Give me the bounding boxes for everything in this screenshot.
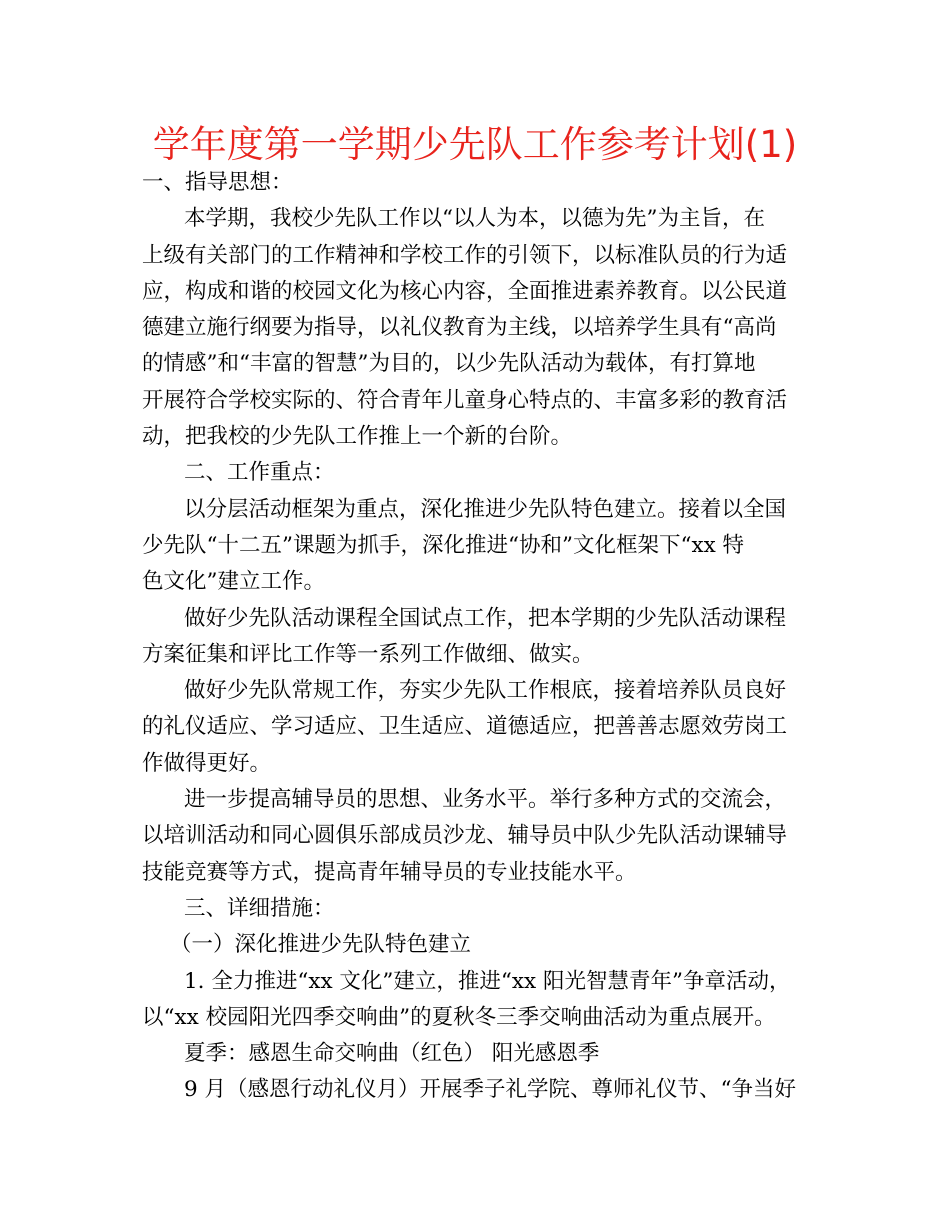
document-title: 学年度第一学期少先队工作参考计划(1) xyxy=(152,123,798,166)
body-line: 三、详细措施： xyxy=(184,895,335,921)
body-line: 二、工作重点： xyxy=(184,460,335,486)
body-line: 德建立施行纲要为指导，以礼仪教育为主线，以培养学生具有“高尚 xyxy=(142,315,777,341)
body-line: 1. 全力推进“xx 文化”建立，推进“xx 阳光智慧青年”争章活动， xyxy=(184,968,791,994)
body-line: 以培训活动和同心圆俱乐部成员沙龙、辅导员中队少先队活动课辅导 xyxy=(142,823,788,849)
body-line: 上级有关部门的工作精神和学校工作的引领下，以标准队员的行为适 xyxy=(142,242,788,268)
body-line: 的礼仪适应、学习适应、卫生适应、道德适应，把善善志愿效劳岗工 xyxy=(142,714,788,740)
body-line: 动，把我校的少先队工作推上一个新的台阶。 xyxy=(142,424,573,450)
body-line: 一、指导思想： xyxy=(142,170,293,195)
document-body xyxy=(142,165,810,1109)
body-line: 本学期，我校少先队工作以“以人为本，以德为先”为主旨，在 xyxy=(184,206,765,232)
body-line: 以“xx 校园阳光四季交响曲”的夏秋冬三季交响曲活动为重点展开。 xyxy=(142,1004,776,1030)
body-line: 做好少先队活动课程全国试点工作，把本学期的少先队活动课程 xyxy=(184,605,787,631)
body-line: 夏季：感恩生命交响曲（红色） 阳光感恩季 xyxy=(184,1041,600,1067)
body-line: 方案征集和评比工作等一系列工作做细、做实。 xyxy=(142,641,594,667)
body-line: 应，构成和谐的校园文化为核心内容，全面推进素养教育。以公民道 xyxy=(142,278,788,304)
body-line: 以分层活动框架为重点，深化推进少先队特色建立。接着以全国 xyxy=(184,496,787,522)
body-line: 做好少先队常规工作，夯实少先队工作根底，接着培养队员良好 xyxy=(184,678,787,704)
body-line: 作做得更好。 xyxy=(142,750,272,776)
body-line: 少先队“十二五”课题为抓手，深化推进“协和”文化框架下“xx 特 xyxy=(142,532,745,558)
body-line: 色文化”建立工作。 xyxy=(142,569,325,595)
body-line: 技能竞赛等方式，提高青年辅导员的专业技能水平。 xyxy=(142,859,637,885)
body-line: （一）深化推进少先队特色建立 xyxy=(170,932,472,958)
body-line: 9 月（感恩行动礼仪月）开展季子礼学院、尊师礼仪节、“争当好 xyxy=(184,1077,797,1103)
body-line: 的情感”和“丰富的智慧”为目的，以少先队活动为载体，有打算地 xyxy=(142,351,756,377)
body-line: 开展符合学校实际的、符合青年儿童身心特点的、丰富多彩的教育活 xyxy=(142,387,788,413)
body-line: 进一步提高辅导员的思想、业务水平。举行多种方式的交流会， xyxy=(184,787,787,813)
